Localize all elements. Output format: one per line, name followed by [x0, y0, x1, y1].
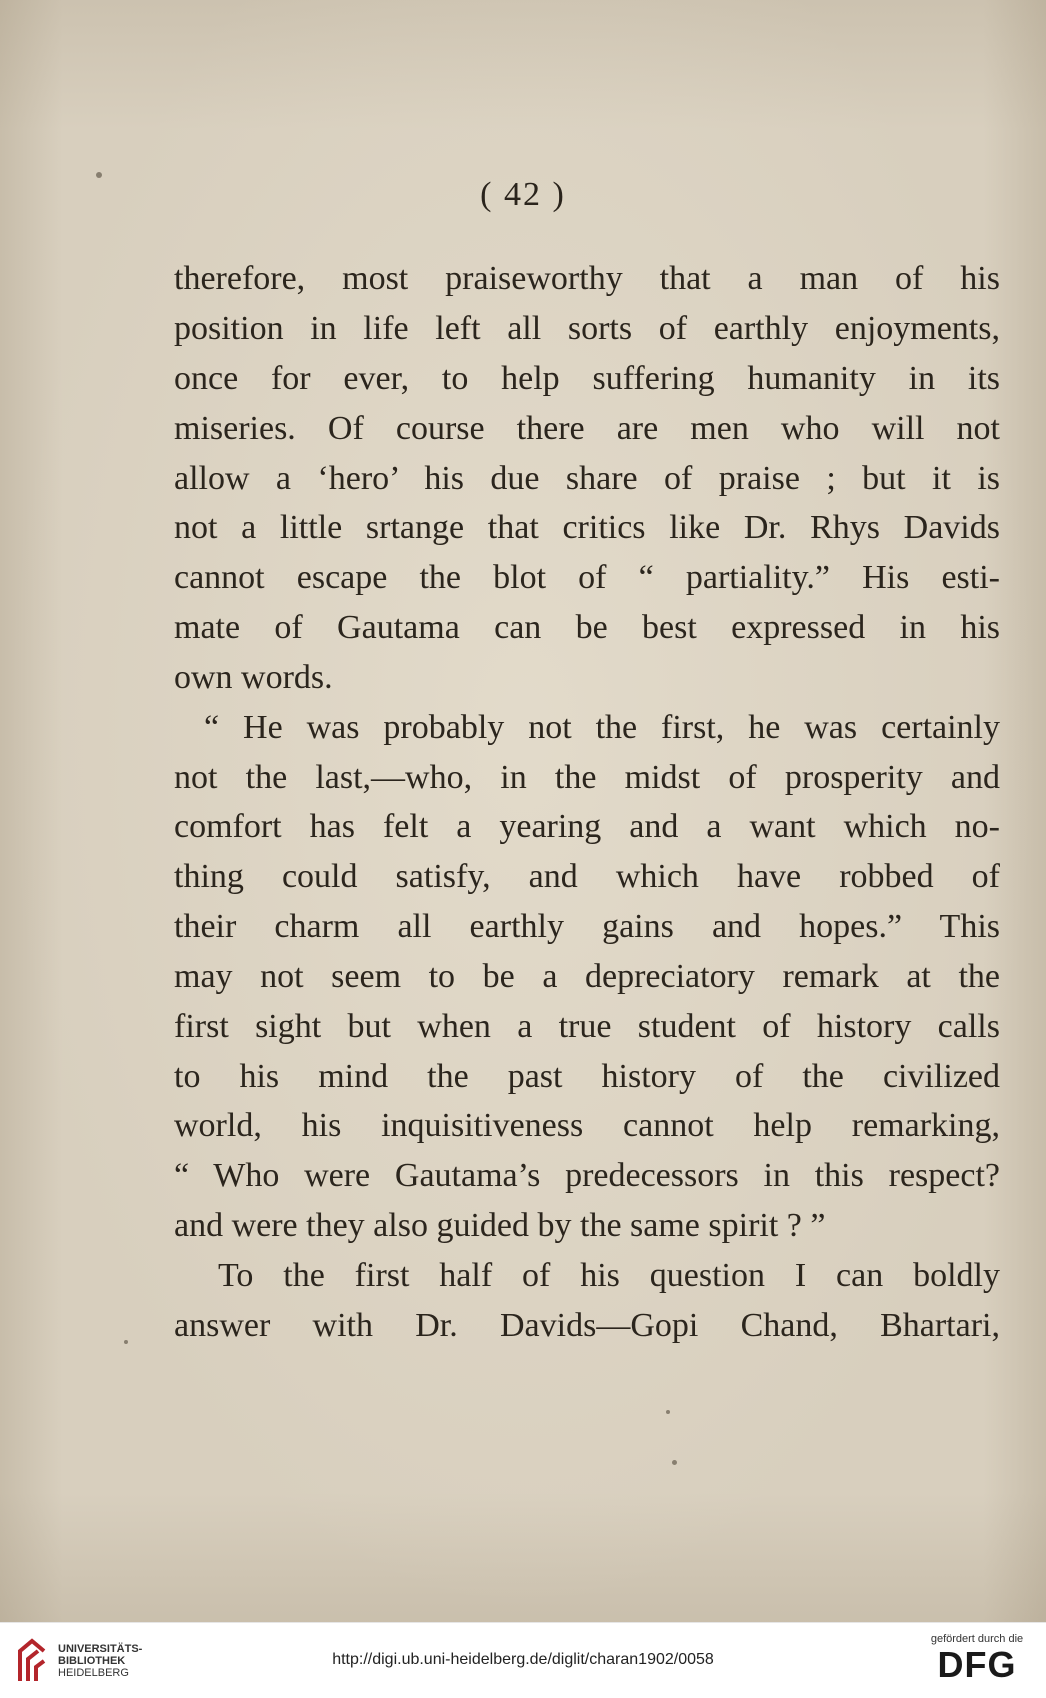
text-line: not a little srtange that critics like Dr. Rhys Davids [174, 509, 1000, 546]
text-line: “ He was probably not the first, he was certainly [204, 709, 1000, 746]
text-line: thing could satisfy, and which have robbed of [174, 858, 1000, 895]
library-name-line: BIBLIOTHEK [58, 1655, 126, 1667]
text-line: and were they also guided by the same spirit ? ” [174, 1207, 826, 1244]
ink-spot [666, 1410, 670, 1414]
text-line: not the last,—who, in the midst of prosperity and [174, 759, 1000, 796]
text-line: position in life left all sorts of earthly enjoyments, [174, 310, 1000, 347]
text-line: to his mind the past history of the civilized [174, 1058, 1000, 1095]
text-line: miseries. Of course there are men who will not [174, 410, 1000, 447]
text-line: their charm all earthly gains and hopes.” This [174, 908, 1000, 945]
ink-spot [124, 1340, 128, 1344]
text-line: once for ever, to help suffering humanity in its [174, 360, 1000, 397]
text-line: first sight but when a true student of history calls [174, 1008, 1000, 1045]
text-line: cannot escape the blot of “ partiality.” His esti- [174, 559, 1000, 596]
text-line: therefore, most praiseworthy that a man of his [174, 260, 1000, 297]
text-line: comfort has felt a yearing and a want which no- [174, 808, 1000, 845]
text-line: world, his inquisitiveness cannot help remarking, [174, 1107, 1000, 1144]
text-line: mate of Gautama can be best expressed in his [174, 609, 1000, 646]
permalink[interactable]: http://digi.ub.uni-heidelberg.de/diglit/charan1902/0058 [332, 1651, 714, 1668]
text-line: own words. [174, 659, 333, 696]
text-line: answer with Dr. Davids—Gopi Chand, Bhartari, [174, 1307, 1000, 1344]
library-name-line: UNIVERSITÄTS- [58, 1643, 143, 1655]
page-number: ( 42 ) [480, 176, 566, 213]
viewer-footer [0, 1622, 1046, 1698]
text-line: may not seem to be a depreciatory remark at the [174, 958, 1000, 995]
funder-label: gefördert durch die [930, 1633, 1024, 1645]
library-name-line: HEIDELBERG [58, 1667, 129, 1679]
funder-block [922, 1633, 1032, 1685]
text-line: “ Who were Gautama’s predecessors in this respect? [174, 1157, 1000, 1194]
dfg-logo: DFG [937, 1644, 1017, 1685]
ink-spot [672, 1460, 677, 1465]
text-line: allow a ‘hero’ his due share of praise ; but it is [174, 460, 1000, 497]
text-line: To the first half of his question I can boldly [218, 1257, 1000, 1294]
